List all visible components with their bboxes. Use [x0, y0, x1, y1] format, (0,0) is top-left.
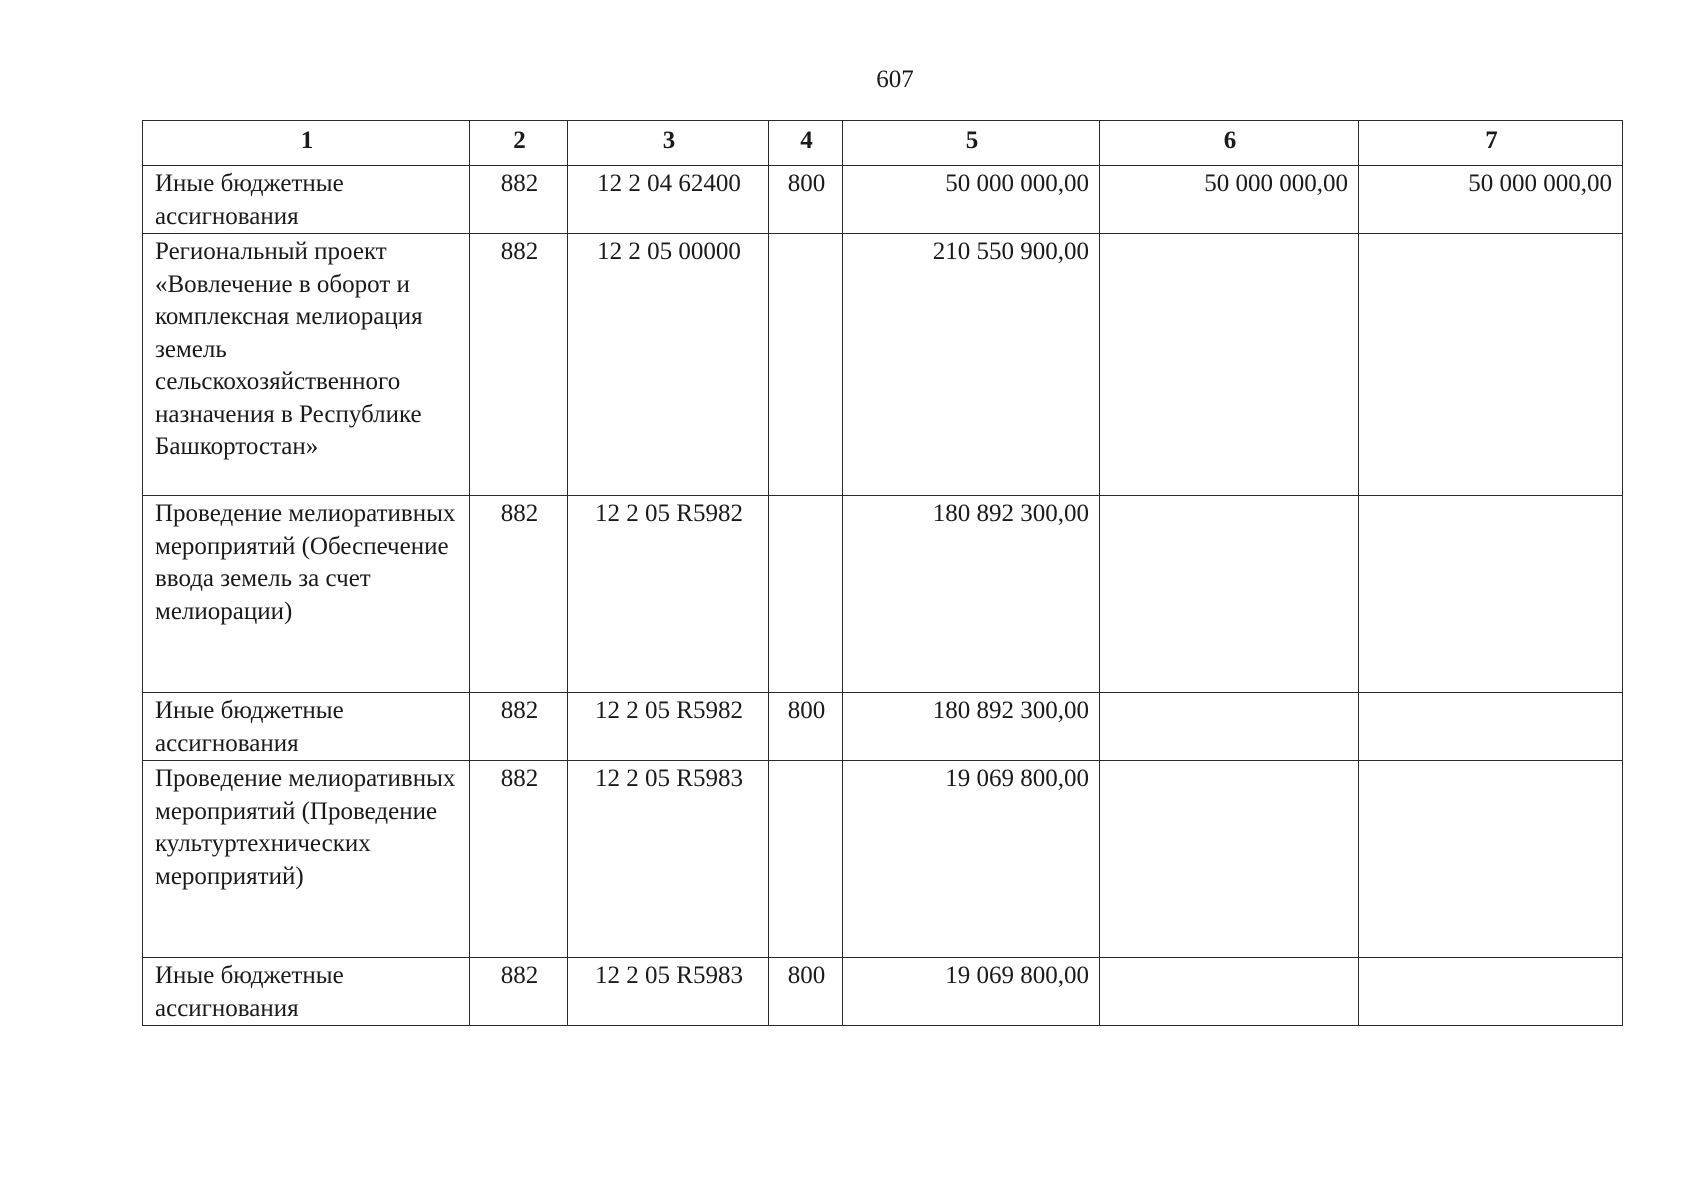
header-cell-5: 5: [843, 121, 1100, 166]
amount-col6-cell: [1100, 496, 1359, 693]
admin-code-cell: 882: [470, 496, 568, 693]
admin-code-cell: 882: [470, 958, 568, 1026]
header-cell-7: 7: [1359, 121, 1623, 166]
table-row: [143, 761, 1623, 958]
table-row: [143, 958, 1623, 1026]
target-code-cell: 12 2 05 R5982: [568, 496, 769, 693]
header-cell-6: 6: [1100, 121, 1359, 166]
target-code-cell: 12 2 05 R5982: [568, 693, 769, 761]
amount-col7-cell: [1359, 234, 1623, 496]
table-body: [143, 166, 1623, 1026]
header-cell-4: 4: [769, 121, 843, 166]
admin-code-cell: 882: [470, 166, 568, 234]
amount-col5-cell: 210 550 900,00: [843, 234, 1100, 496]
amount-col5-cell: 180 892 300,00: [843, 496, 1100, 693]
amount-col7-cell: [1359, 761, 1623, 958]
amount-col6-cell: [1100, 761, 1359, 958]
row-name-cell: Проведение мелиоративных мероприятий (Проведение культуртехнических мероприятий): [143, 761, 470, 958]
expense-type-cell: [769, 496, 843, 693]
target-code-cell: 12 2 05 R5983: [568, 958, 769, 1026]
amount-col7-cell: [1359, 496, 1623, 693]
row-name-cell: Региональный проект «Вовлечение в оборот и комплексная мелиорация земель сельскохозяйственного назначения в Республике Башкортостан»: [143, 234, 470, 496]
target-code-cell: 12 2 04 62400: [568, 166, 769, 234]
header-row: [143, 121, 1623, 166]
expense-type-cell: 800: [769, 693, 843, 761]
target-code-cell: 12 2 05 R5983: [568, 761, 769, 958]
header-cell-2: 2: [470, 121, 568, 166]
table-row: [143, 166, 1623, 234]
expense-type-cell: 800: [769, 166, 843, 234]
amount-col5-cell: 19 069 800,00: [843, 761, 1100, 958]
page-number: 607: [876, 66, 914, 93]
header-cell-3: 3: [568, 121, 769, 166]
header-cell-1: 1: [143, 121, 470, 166]
amount-col5-cell: 19 069 800,00: [843, 958, 1100, 1026]
admin-code-cell: 882: [470, 234, 568, 496]
expense-type-cell: [769, 234, 843, 496]
amount-col5-cell: 50 000 000,00: [843, 166, 1100, 234]
table-row: [143, 234, 1623, 496]
row-name-cell: Проведение мелиоративных мероприятий (Обеспечение ввода земель за счет мелиорации): [143, 496, 470, 693]
expense-type-cell: [769, 761, 843, 958]
budget-table: [142, 120, 1623, 1026]
amount-col6-cell: [1100, 693, 1359, 761]
amount-col6-cell: 50 000 000,00: [1100, 166, 1359, 234]
amount-col6-cell: [1100, 234, 1359, 496]
amount-col7-cell: [1359, 958, 1623, 1026]
table-row: [143, 496, 1623, 693]
row-name-cell: Иные бюджетные ассигнования: [143, 958, 470, 1026]
expense-type-cell: 800: [769, 958, 843, 1026]
amount-col5-cell: 180 892 300,00: [843, 693, 1100, 761]
admin-code-cell: 882: [470, 761, 568, 958]
table-header: [143, 121, 1623, 166]
amount-col7-cell: [1359, 693, 1623, 761]
amount-col7-cell: 50 000 000,00: [1359, 166, 1623, 234]
amount-col6-cell: [1100, 958, 1359, 1026]
row-name-cell: Иные бюджетные ассигнования: [143, 166, 470, 234]
admin-code-cell: 882: [470, 693, 568, 761]
row-name-cell: Иные бюджетные ассигнования: [143, 693, 470, 761]
table-row: [143, 693, 1623, 761]
target-code-cell: 12 2 05 00000: [568, 234, 769, 496]
